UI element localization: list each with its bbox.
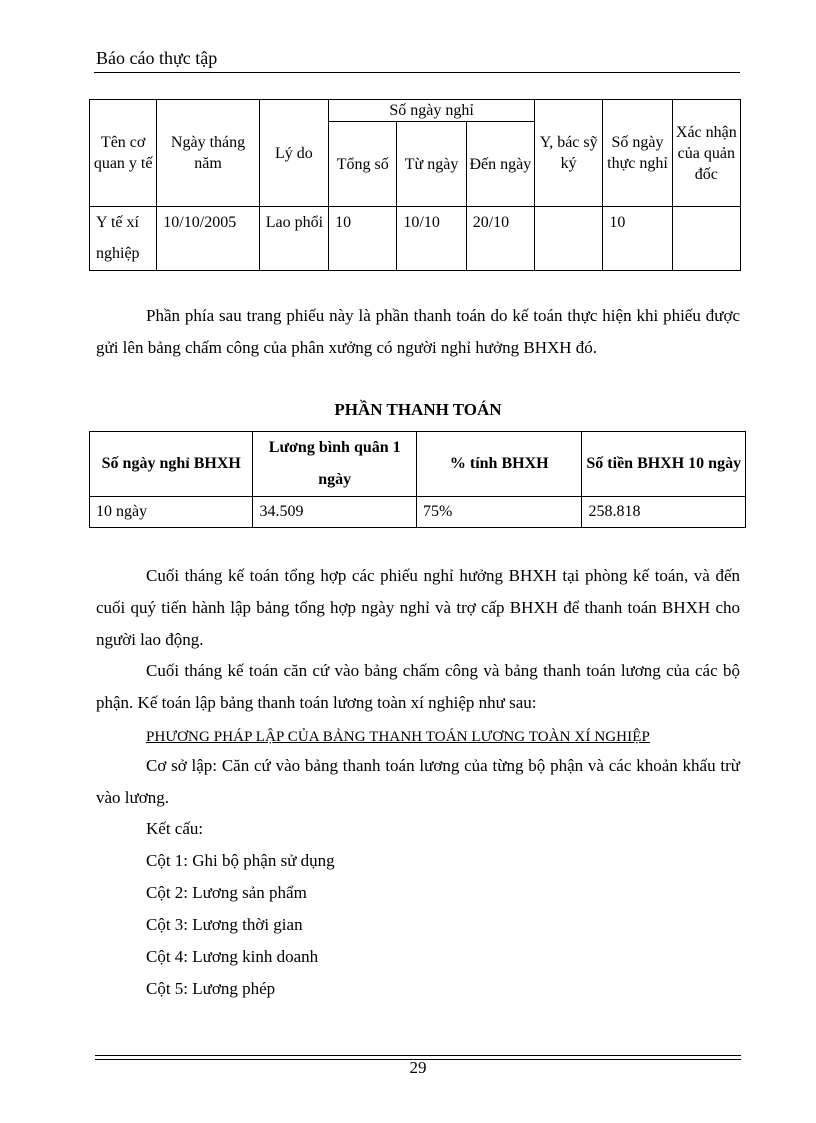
cell-percent: 75%	[416, 497, 582, 528]
cell-actual-days: 10	[603, 207, 672, 271]
payment-table	[89, 431, 746, 528]
header-rule	[94, 72, 740, 73]
cell-doctor	[535, 207, 603, 271]
th-amount: Số tiền BHXH 10 ngày	[582, 432, 746, 497]
paragraph-payroll-basis: Cuối tháng kế toán căn cứ vào bảng chấm công và bảng thanh toán lương của các bộ phận. Kế toán lập bảng thanh toán lương toàn xí nghiệp như sau:	[96, 661, 740, 712]
page-number: 29	[409, 1058, 427, 1077]
cell-facility: Y tế xí nghiệp	[90, 207, 157, 271]
column-item: Cột 3: Lương thời gian	[146, 915, 303, 934]
th-to: Đến ngày	[466, 122, 534, 207]
header-title: Báo cáo thực tập	[96, 48, 218, 68]
footer-rule	[95, 1055, 741, 1056]
th-reason: Lý do	[259, 100, 328, 207]
paragraph-month-end-summary: Cuối tháng kế toán tổng hợp các phiếu nghỉ hưởng BHXH tại phòng kế toán, và đến cuối quý tiến hành lập bảng tổng hợp ngày nghỉ và trợ cấp BHXH để thanh toán BHXH cho người lao động.	[96, 566, 740, 649]
cell-reason: Lao phổi	[259, 207, 328, 271]
method-heading-text: PHƯƠNG PHÁP LẬP CỦA BẢNG THANH TOÁN LƯƠNG TOÀN XÍ NGHIỆP	[146, 729, 650, 745]
th-percent: % tính BHXH	[416, 432, 582, 497]
cell-date: 10/10/2005	[157, 207, 259, 271]
cell-to: 20/10	[466, 207, 534, 271]
cell-amount: 258.818	[582, 497, 746, 528]
sick-leave-table	[89, 99, 741, 271]
th-days-off-group: Số ngày nghỉ	[329, 100, 535, 122]
paragraph-payment-intro: Phần phía sau trang phiếu này là phần thanh toán do kế toán thực hiện khi phiếu được gửi lên bảng chấm công của phân xưởng có người nghỉ hưởng BHXH đó.	[96, 306, 740, 357]
th-total: Tổng số	[329, 122, 397, 207]
column-item: Cột 2: Lương sản phẩm	[146, 883, 307, 902]
th-from: Từ ngày	[397, 122, 466, 207]
cell-days-bhxh: 10 ngày	[90, 497, 253, 528]
th-avg-wage: Lương bình quân 1 ngày	[253, 432, 416, 497]
section-title-payment: PHẦN THANH TOÁN	[334, 400, 502, 419]
cell-avg-wage: 34.509	[253, 497, 416, 528]
th-facility: Tên cơ quan y tế	[90, 100, 157, 207]
cell-total: 10	[329, 207, 397, 271]
th-date: Ngày tháng năm	[157, 100, 259, 207]
method-heading	[146, 720, 746, 753]
column-item: Cột 4: Lương kinh doanh	[146, 947, 319, 966]
th-days-bhxh: Số ngày nghỉ BHXH	[90, 432, 253, 497]
column-item: Cột 5: Lương phép	[146, 979, 276, 998]
paragraph-basis: Cơ sở lập: Căn cứ vào bảng thanh toán lương của từng bộ phận và các khoản khấu trừ vào lương.	[96, 756, 740, 807]
structure-label: Kết cấu:	[146, 819, 204, 838]
th-actual-days: Số ngày thực nghỉ	[603, 100, 672, 207]
column-item: Cột 1: Ghi bộ phận sử dụng	[146, 851, 335, 870]
th-confirm: Xác nhận của quản đốc	[672, 100, 740, 207]
cell-confirm	[672, 207, 740, 271]
cell-from: 10/10	[397, 207, 466, 271]
th-doctor: Y, bác sỹ ký	[535, 100, 603, 207]
